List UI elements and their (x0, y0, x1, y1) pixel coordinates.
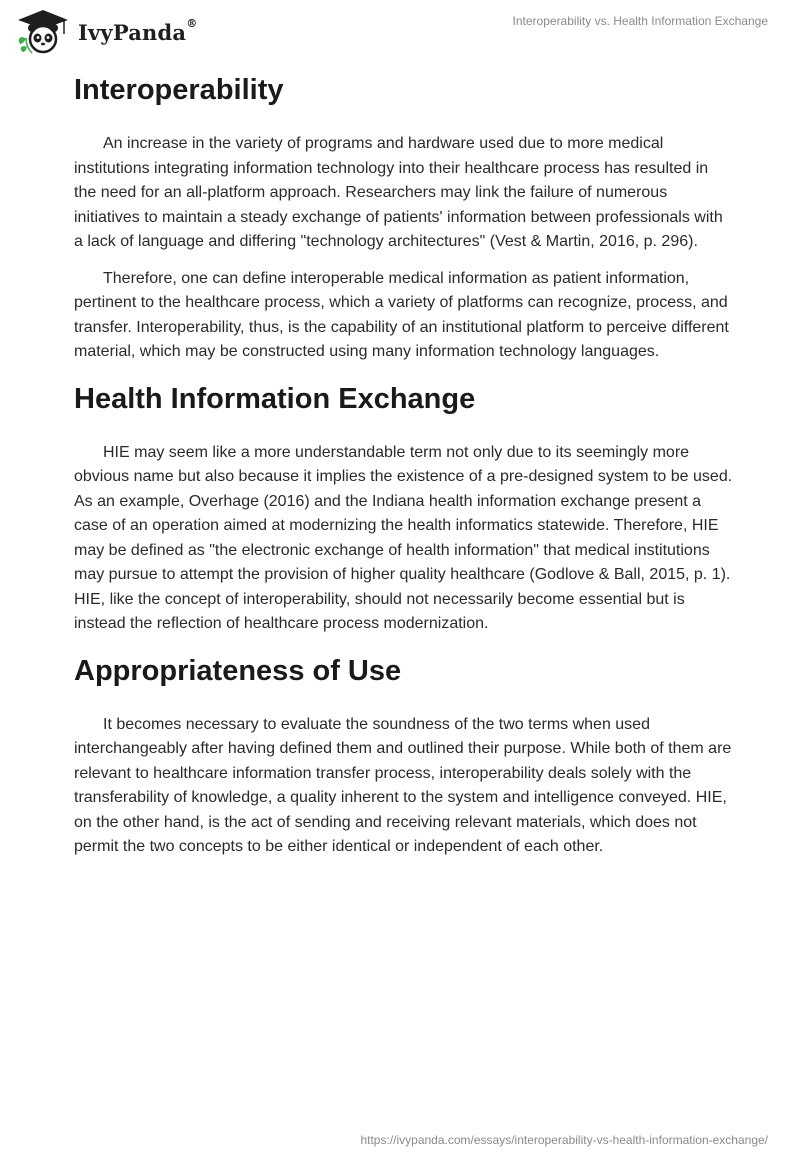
registered-mark: ® (186, 16, 198, 30)
paragraph: Therefore, one can define interoperable medical information as patient information, pertinent to the healthcare process, which a variety of platforms can recognize, process, and transfer. Interoperability, thus, is the capability of an institutional platform to perceive different material, which may be constructed using many information technology languages. (74, 269, 729, 360)
ivypanda-logo[interactable] (14, 8, 197, 56)
section-health-information-exchange (74, 379, 734, 637)
brand-name (78, 16, 198, 45)
source-url[interactable]: https://ivypanda.com/essays/interoperability-vs-health-information-exchange/ (360, 1133, 768, 1147)
section-heading: Appropriateness of Use (74, 654, 402, 687)
section-interoperability (74, 70, 734, 365)
page-header (0, 0, 800, 60)
paragraph: HIE may seem like a more understandable term not only due to its seemingly more obvious name but also because it implies the existence of a pre-designed system to be used. As an example, Overhage (2016) and the Indiana health information exchange present a case of an operation aimed at modernizing the health informatics statewide. Therefore, HIE may be defined as "the electronic exchange of health information" that medical institutions may pursue to attempt the provision of higher quality healthcare (Godlove & Ball, 2015, p. 1). HIE, like the concept of interoperability, should not necessarily become essential but is instead the reflection of healthcare process modernization. (74, 443, 733, 632)
paragraph: An increase in the variety of programs and hardware used due to more medical institutions integrating information technology into their healthcare process has resulted in the need for an all-platform approach. Researchers may link the failure of numerous initiatives to maintain a steady exchange of patients' information between professionals with a lack of language and differing "technology architectures" (Vest & Martin, 2016, p. 296). (74, 135, 723, 250)
document-title: Interoperability vs. Health Information Exchange (512, 14, 768, 28)
panda-graduate-icon (14, 8, 72, 56)
section-appropriateness-of-use (74, 651, 734, 860)
brand-text: IvyPanda (78, 19, 187, 45)
essay-content (74, 70, 734, 874)
paragraph: It becomes necessary to evaluate the soundness of the two terms when used interchangeably after having defined them and outlined their purpose. While both of them are relevant to healthcare information transfer process, interoperability deals solely with the transferability of knowledge, a quality inherent to the system and intelligence conveyed. HIE, on the other hand, is the act of sending and receiving relevant materials, which does not permit the two concepts to be either identical or independent of each other. (74, 715, 732, 855)
section-heading: Health Information Exchange (74, 382, 476, 415)
section-heading: Interoperability (74, 74, 284, 106)
